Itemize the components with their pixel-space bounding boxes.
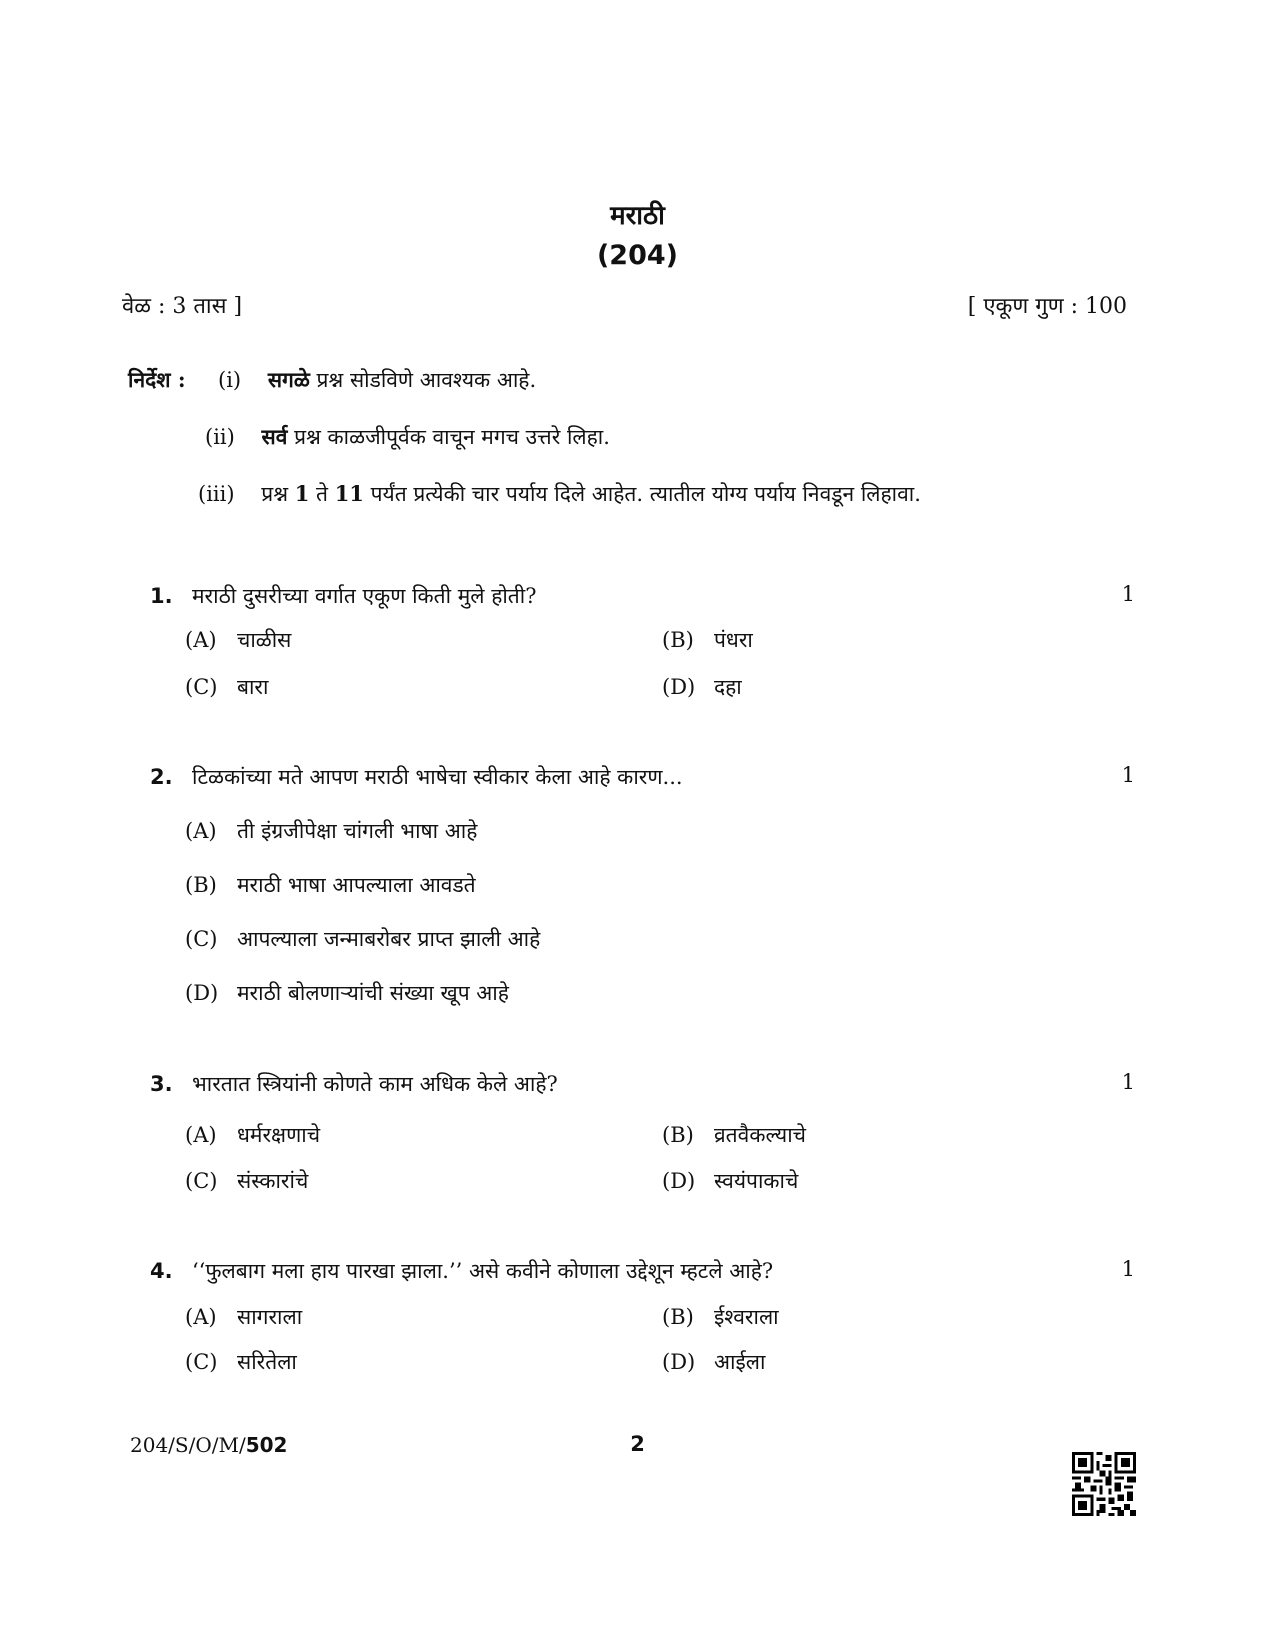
option-b bbox=[662, 1121, 806, 1149]
instruction-3 bbox=[198, 480, 921, 508]
instruction-bold-1: 1 bbox=[294, 481, 310, 506]
subject-code: (204) bbox=[596, 240, 679, 271]
option-text: संस्कारांचे bbox=[237, 1169, 309, 1193]
question-2 bbox=[150, 763, 1135, 791]
time-allowed: वेळ : 3 तास ] bbox=[122, 294, 243, 319]
question-text: भारतात स्त्रियांनी कोणते काम अधिक केले आहे? bbox=[192, 1072, 558, 1096]
option-label: (C) bbox=[185, 927, 218, 951]
option-text: मराठी भाषा आपल्याला आवडते bbox=[237, 873, 476, 897]
option-label: (D) bbox=[662, 675, 696, 699]
option-text: दहा bbox=[714, 675, 742, 699]
option-text: धर्मरक्षणाचे bbox=[237, 1123, 321, 1147]
option-label: (B) bbox=[185, 873, 217, 897]
question-text: ‘‘फुलबाग मला हाय पारखा झाला.’’ असे कवीने कोणाला उद्देशून म्हटले आहे? bbox=[192, 1259, 774, 1283]
question-1 bbox=[150, 582, 1135, 610]
option-text: सरितेला bbox=[237, 1350, 297, 1374]
option-c bbox=[185, 673, 268, 701]
option-b bbox=[185, 871, 476, 899]
question-3 bbox=[150, 1070, 1135, 1098]
option-text: मराठी बोलणाऱ्यांची संख्या खूप आहे bbox=[237, 981, 509, 1005]
option-d bbox=[662, 1167, 798, 1195]
option-text: ती इंग्रजीपेक्षा चांगली भाषा आहे bbox=[237, 819, 478, 843]
question-marks: 1 bbox=[1121, 582, 1135, 606]
instruction-2 bbox=[205, 423, 610, 451]
paper-code-prefix: 204/S/O/M/ bbox=[130, 1433, 246, 1457]
option-text: व्रतवैकल्याचे bbox=[714, 1123, 807, 1147]
page-number: 2 bbox=[630, 1432, 645, 1456]
paper-code-number: 502 bbox=[245, 1433, 288, 1457]
option-label: (A) bbox=[185, 1123, 217, 1147]
instruction-text: पर्यंत प्रत्येकी चार पर्याय दिले आहेत. त्यातील योग्य पर्याय निवडून लिहावा. bbox=[363, 482, 921, 506]
instruction-bold-2: 11 bbox=[334, 481, 364, 506]
subject-title: मराठी bbox=[610, 201, 665, 231]
question-number: 2. bbox=[150, 765, 173, 789]
option-d bbox=[185, 979, 509, 1007]
instructions-label: निर्देश : bbox=[128, 367, 186, 392]
question-marks: 1 bbox=[1121, 1070, 1135, 1094]
option-label: (B) bbox=[662, 628, 694, 652]
option-text: पंधरा bbox=[714, 628, 753, 652]
option-text: ईश्वराला bbox=[714, 1305, 779, 1329]
option-a bbox=[185, 1303, 302, 1331]
question-4 bbox=[150, 1257, 1135, 1285]
question-text: मराठी दुसरीच्या वर्गात एकूण किती मुले होती? bbox=[192, 584, 537, 608]
option-text: आईला bbox=[714, 1350, 766, 1374]
option-label: (A) bbox=[185, 628, 217, 652]
option-a bbox=[185, 1121, 320, 1149]
option-label: (B) bbox=[662, 1305, 694, 1329]
instruction-text: प्रश्न काळजीपूर्वक वाचून मगच उत्तरे लिहा. bbox=[287, 425, 610, 449]
instruction-bold: सगळे bbox=[267, 367, 310, 392]
option-text: सागराला bbox=[237, 1305, 303, 1329]
question-number: 1. bbox=[150, 584, 173, 608]
option-a bbox=[185, 817, 477, 845]
option-label: (D) bbox=[662, 1169, 696, 1193]
option-text: बारा bbox=[237, 675, 269, 699]
option-d bbox=[662, 673, 742, 701]
option-label: (D) bbox=[185, 981, 219, 1005]
question-number: 3. bbox=[150, 1072, 173, 1096]
instruction-num: (iii) bbox=[198, 482, 235, 506]
option-label: (A) bbox=[185, 819, 217, 843]
instruction-num: (ii) bbox=[205, 425, 235, 449]
instruction-pre: प्रश्न bbox=[261, 482, 295, 506]
option-text: आपल्याला जन्माबरोबर प्राप्त झाली आहे bbox=[237, 927, 541, 951]
option-b bbox=[662, 626, 753, 654]
question-marks: 1 bbox=[1121, 763, 1135, 787]
qr-code-icon bbox=[1072, 1452, 1136, 1516]
option-d bbox=[662, 1348, 765, 1376]
option-label: (A) bbox=[185, 1305, 217, 1329]
option-c bbox=[185, 1167, 308, 1195]
question-text: टिळकांच्या मते आपण मराठी भाषेचा स्वीकार केला आहे कारण... bbox=[192, 765, 683, 789]
instruction-bold: सर्व bbox=[261, 424, 288, 449]
instruction-mid: ते bbox=[309, 482, 335, 506]
option-text: स्वयंपाकाचे bbox=[714, 1169, 799, 1193]
instruction-1 bbox=[128, 366, 536, 394]
option-c bbox=[185, 1348, 297, 1376]
option-label: (B) bbox=[662, 1123, 694, 1147]
option-text: चाळीस bbox=[237, 628, 292, 652]
option-label: (C) bbox=[185, 1350, 218, 1374]
option-label: (D) bbox=[662, 1350, 696, 1374]
option-c bbox=[185, 925, 540, 953]
option-label: (C) bbox=[185, 1169, 218, 1193]
option-b bbox=[662, 1303, 779, 1331]
total-marks: [ एकूण गुण : 100 bbox=[967, 294, 1127, 319]
question-number: 4. bbox=[150, 1259, 173, 1283]
instruction-num: (i) bbox=[218, 368, 242, 392]
question-marks: 1 bbox=[1121, 1257, 1135, 1281]
instruction-text: प्रश्न सोडविणे आवश्यक आहे. bbox=[309, 368, 537, 392]
option-a bbox=[185, 626, 291, 654]
option-label: (C) bbox=[185, 675, 218, 699]
